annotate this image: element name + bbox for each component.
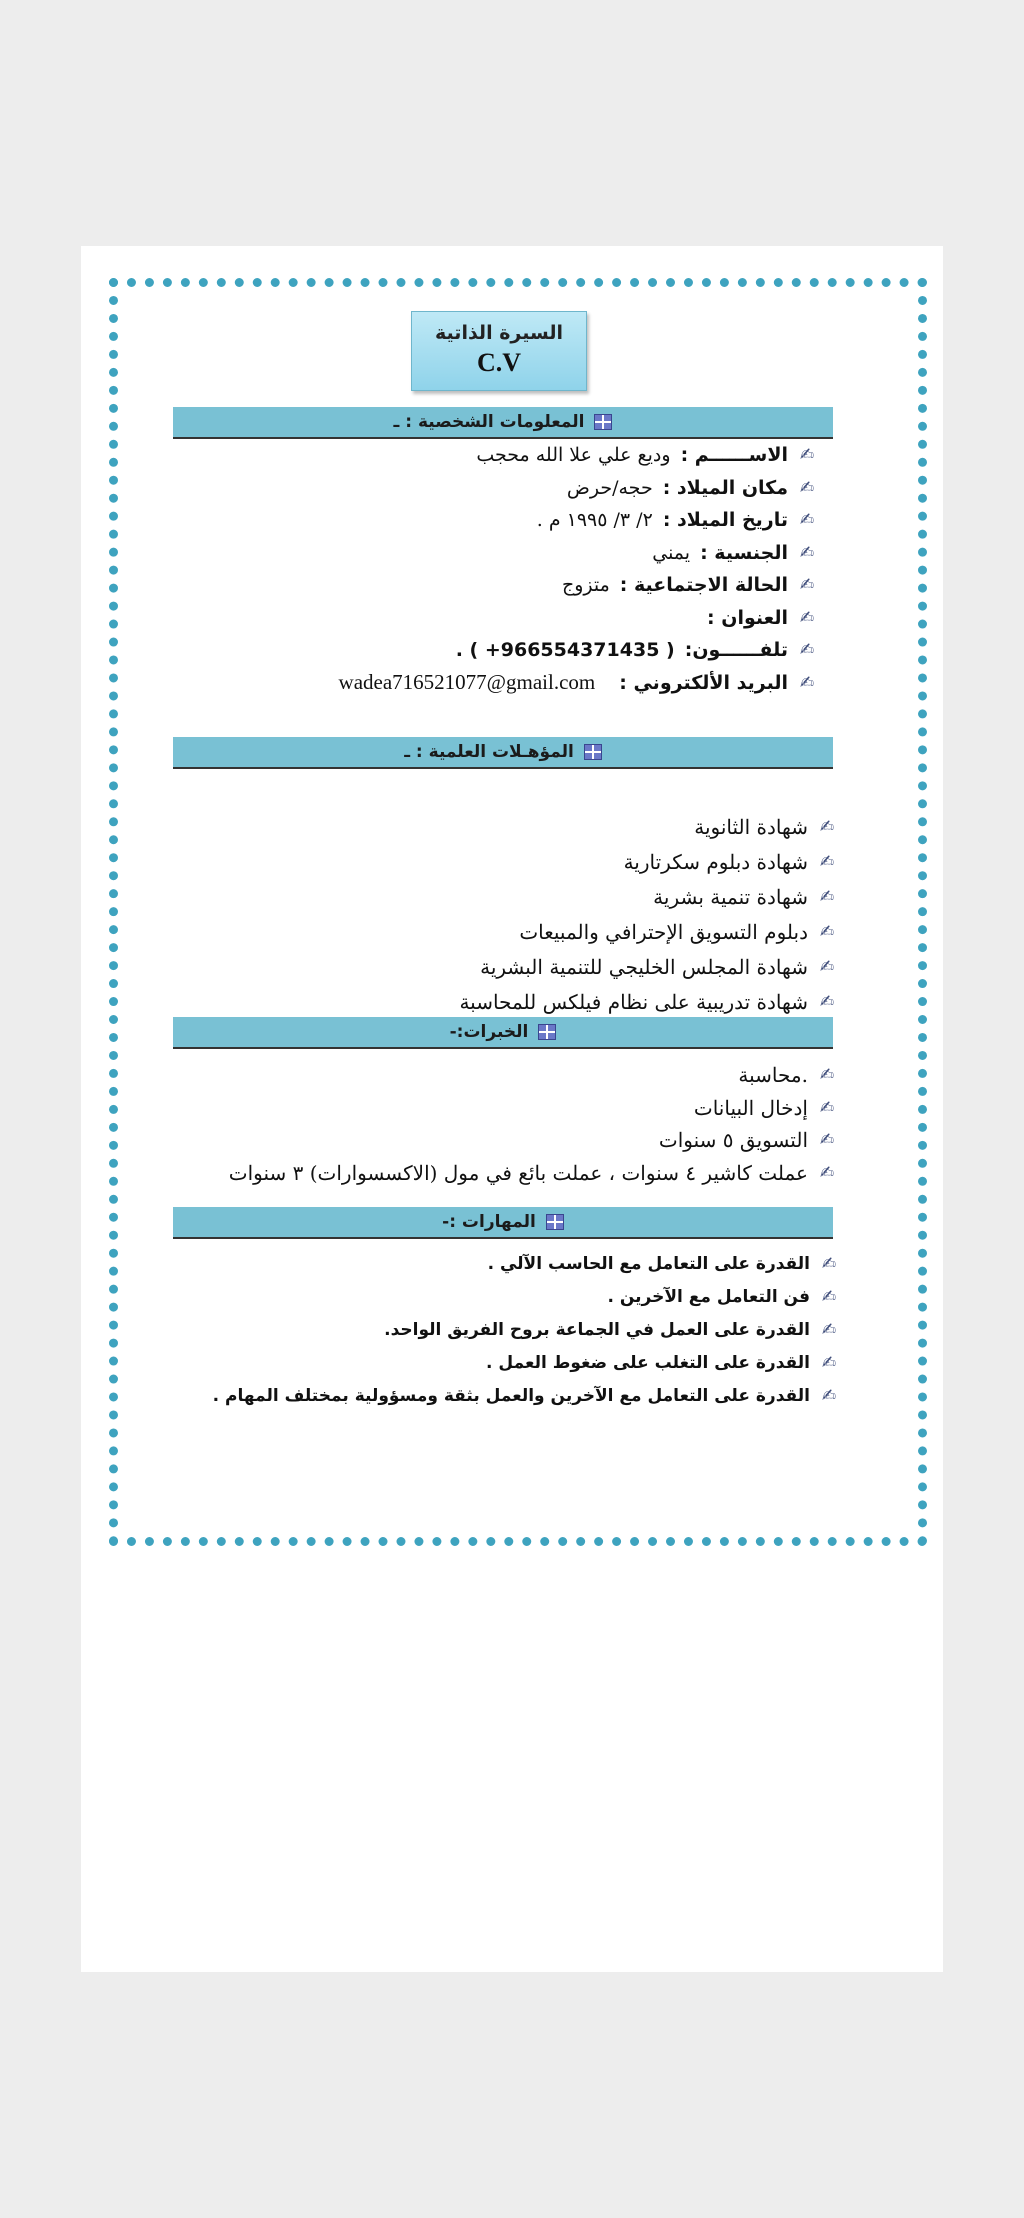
cv-title-english: C.V bbox=[476, 348, 522, 377]
name-label: الاســــــم : bbox=[680, 444, 788, 467]
pen-icon: ✍ bbox=[799, 607, 815, 628]
pen-icon: ✍ bbox=[821, 1286, 837, 1307]
email-value: wadea716521077@gmail.com bbox=[338, 670, 596, 695]
list-item bbox=[339, 472, 818, 505]
list-item bbox=[339, 537, 818, 570]
window-icon bbox=[594, 414, 612, 430]
list-item bbox=[339, 569, 818, 602]
cv-title-box bbox=[411, 311, 587, 391]
pen-icon: ✍ bbox=[819, 991, 835, 1012]
section-experience bbox=[173, 1017, 833, 1049]
personal-info-list bbox=[339, 439, 818, 699]
birthdate-value: ٢/ ٣/ ١٩٩٥ م . bbox=[536, 509, 653, 532]
qualification-text: شهادة تنمية بشرية bbox=[653, 884, 808, 909]
experience-text: إدخال البيانات bbox=[693, 1095, 808, 1120]
section-title: المهارات :- bbox=[442, 1212, 536, 1232]
cv-title-arabic: السيرة الذاتية bbox=[435, 322, 563, 344]
list-item bbox=[213, 1346, 840, 1379]
qualifications-list bbox=[459, 809, 838, 1019]
skill-text: القدرة على التعامل مع الحاسب الآلي . bbox=[487, 1253, 810, 1274]
qualification-text: شهادة الثانوية bbox=[694, 814, 808, 839]
pen-icon: ✍ bbox=[799, 640, 815, 661]
marital-label: الحالة الاجتماعية : bbox=[619, 574, 788, 597]
qualification-text: شهادة المجلس الخليجي للتنمية البشرية bbox=[480, 954, 808, 979]
qualification-text: شهادة دبلوم سكرتارية bbox=[623, 849, 808, 874]
pen-icon: ✍ bbox=[799, 445, 815, 466]
skill-text: فن التعامل مع الآخرين . bbox=[607, 1286, 810, 1307]
pen-icon: ✍ bbox=[799, 575, 815, 596]
list-item bbox=[339, 602, 818, 635]
list-item bbox=[339, 667, 818, 700]
pen-icon: ✍ bbox=[819, 1097, 835, 1118]
pen-icon: ✍ bbox=[821, 1319, 837, 1340]
pen-icon: ✍ bbox=[821, 1352, 837, 1373]
list-item bbox=[339, 439, 818, 472]
list-item bbox=[339, 504, 818, 537]
window-icon bbox=[546, 1214, 564, 1230]
list-item bbox=[459, 809, 838, 844]
list-item bbox=[229, 1157, 838, 1190]
pen-icon: ✍ bbox=[799, 510, 815, 531]
phone-value: ( 966554371435+ ) . bbox=[455, 639, 675, 662]
list-item bbox=[459, 879, 838, 914]
experience-text: عملت كاشير ٤ سنوات ، عملت بائع في مول (الاكسسوارات) ٣ سنوات bbox=[228, 1160, 808, 1185]
list-item bbox=[459, 984, 838, 1019]
skill-text: القدرة على التعامل مع الآخرين والعمل بثقة ومسؤولية بمختلف المهام . bbox=[212, 1385, 810, 1406]
skill-text: القدرة على العمل في الجماعة بروح الفريق الواحد. bbox=[384, 1319, 810, 1340]
pen-icon: ✍ bbox=[799, 542, 815, 563]
pen-icon: ✍ bbox=[819, 851, 835, 872]
name-value: وديع علي علا الله محجب bbox=[476, 444, 671, 467]
nationality-label: الجنسية : bbox=[700, 541, 788, 564]
nationality-value: يمني bbox=[652, 541, 691, 564]
section-title: الخبرات:- bbox=[449, 1022, 529, 1042]
dotted-frame bbox=[109, 278, 927, 1546]
skill-text: القدرة على التغلب على ضغوط العمل . bbox=[486, 1352, 810, 1373]
window-icon bbox=[538, 1024, 556, 1040]
pen-icon: ✍ bbox=[799, 672, 815, 693]
pen-icon: ✍ bbox=[819, 1162, 835, 1183]
section-skills bbox=[173, 1207, 833, 1239]
pen-icon: ✍ bbox=[819, 1065, 835, 1086]
pen-icon: ✍ bbox=[821, 1385, 837, 1406]
marital-value: متزوج bbox=[561, 574, 610, 597]
pen-icon: ✍ bbox=[819, 1130, 835, 1151]
list-item bbox=[229, 1092, 838, 1125]
list-item bbox=[229, 1124, 838, 1157]
experience-text: التسويق ٥ سنوات bbox=[658, 1128, 808, 1153]
list-item bbox=[339, 634, 818, 667]
pen-icon: ✍ bbox=[819, 886, 835, 907]
pen-icon: ✍ bbox=[819, 921, 835, 942]
list-item bbox=[213, 1247, 840, 1280]
section-title: المعلومات الشخصية : ـ bbox=[393, 412, 585, 432]
pen-icon: ✍ bbox=[819, 956, 835, 977]
section-personal-info bbox=[173, 407, 833, 439]
list-item bbox=[213, 1379, 840, 1412]
cv-sheet bbox=[81, 246, 943, 1972]
birthplace-value: حجه/حرض bbox=[566, 476, 653, 499]
email-label: البريد الألكتروني : bbox=[619, 671, 788, 694]
phone-label: تلفــــــون: bbox=[684, 639, 788, 662]
list-item bbox=[213, 1313, 840, 1346]
qualification-text: شهادة تدريبية على نظام فيلكس للمحاسبة bbox=[459, 989, 808, 1014]
skills-list bbox=[213, 1247, 840, 1412]
birthdate-label: تاريخ الميلاد : bbox=[662, 509, 788, 532]
list-item bbox=[459, 844, 838, 879]
list-item bbox=[229, 1059, 838, 1092]
list-item bbox=[213, 1280, 840, 1313]
pen-icon: ✍ bbox=[821, 1253, 837, 1274]
window-icon bbox=[584, 744, 602, 760]
pen-icon: ✍ bbox=[799, 477, 815, 498]
list-item bbox=[459, 914, 838, 949]
list-item bbox=[459, 949, 838, 984]
section-qualifications bbox=[173, 737, 833, 769]
experience-list bbox=[229, 1059, 838, 1189]
qualification-text: دبلوم التسويق الإحترافي والمبيعات bbox=[519, 919, 808, 944]
experience-text: .محاسبة bbox=[738, 1063, 808, 1088]
section-title: المؤهـلات العلمية : ـ bbox=[404, 742, 574, 762]
birthplace-label: مكان الميلاد : bbox=[662, 476, 788, 499]
address-label: العنوان : bbox=[707, 606, 788, 629]
pen-icon: ✍ bbox=[819, 816, 835, 837]
